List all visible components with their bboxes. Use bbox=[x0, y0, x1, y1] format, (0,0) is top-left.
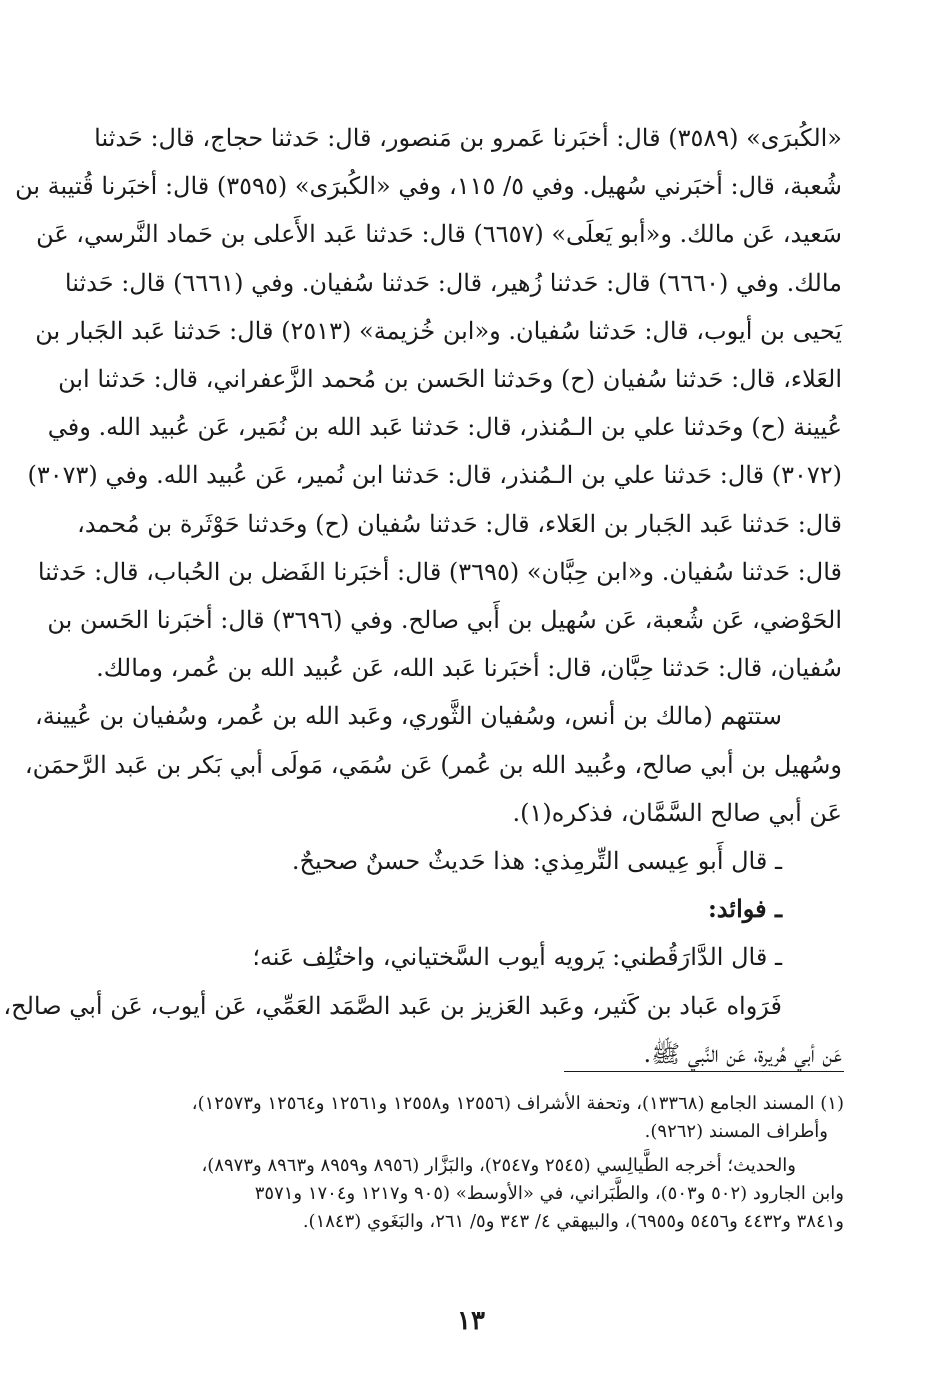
daraqutni-line: ـ قال الدَّارَقُطني: يَرويه أيوب السَّختياني، واختُلِف عَنه؛ bbox=[252, 943, 782, 972]
main-text bbox=[3, 114, 842, 1078]
footnote-line: (١) المسند الجامع (١٣٣٦٨)، وتحفة الأشراف (١٢٥٥٦ و١٢٥٥٨ و١٢٥٦١ و١٢٥٦٤ و١٢٥٧٣)، bbox=[191, 1093, 844, 1114]
page-number: ١٣ bbox=[457, 1306, 485, 1336]
footnote-para-line: و٣٨٤١ و٤٤٣٢ و٥٤٥٦ و٦٩٥٥)، والبيهقي ٤/ ٣٤٣ و٥/ ٢٦١، والبَغَوي (١٨٤٣). bbox=[302, 1211, 844, 1232]
fawaid-heading-text: ـ فوائد: bbox=[707, 894, 782, 924]
body-line: العَلاء، قال: حَدثنا سُفيان (ح) وحَدثنا الحَسن بن مُحمد الزَّعفراني، قال: حَدثنا ابن bbox=[58, 365, 842, 394]
narration-line: فَرَواه عَباد بن كَثير، وعَبد العَزيز بن عَبد الصَّمَد العَمِّي، عَن أيوب، عَن أبي صالح، bbox=[3, 991, 782, 1020]
footnote-line: وأطراف المسند (٩٢٦٢). bbox=[644, 1121, 828, 1142]
body-line: يَحيى بن أيوب، قال: حَدثنا سُفيان. و«ابن خُزيمة» (٢٥١٣) قال: حَدثنا عَبد الجَبار بن bbox=[35, 316, 842, 345]
para2-line: ستتهم (مالك بن أنس، وسُفيان الثَّوري، وعَبد الله بن عُمر، وسُفيان بن عُيينة، bbox=[35, 702, 782, 731]
body-line: مالك. وفي (٦٦٦٠) قال: حَدثنا زُهير، قال: حَدثنا سُفيان. وفي (٦٦٦١) قال: حَدثنا bbox=[64, 268, 842, 297]
body-line: عُيينة (ح) وحَدثنا علي بن الـمُنذر، قال: حَدثنا عَبد الله بن نُمَير، عَن عُبيد الله. وفي bbox=[47, 413, 842, 442]
body-line: الحَوْضي، عَن شُعبة، عَن سُهيل بن أَبي صالح. وفي (٣٦٩٦) قال: أخبَرنا الحَسن بن bbox=[47, 606, 842, 635]
fawaid-heading bbox=[106, 885, 842, 933]
tirmidhi-line: ـ قال أَبو عِيسى التِّرمِذي: هذا حَديثٌ حسنٌ صحيحٌ. bbox=[291, 847, 782, 876]
body-line: «الكُبرَى» (٣٥٨٩) قال: أخبَرنا عَمرو بن مَنصور، قال: حَدثنا حجاج، قال: حَدثنا bbox=[94, 124, 842, 152]
body-line: سُفيان، قال: حَدثنا حِبَّان، قال: أخبَرنا عَبد الله، عَن عُبيد الله بن عُمر، ومالك. bbox=[96, 654, 842, 683]
footnotes bbox=[104, 1090, 844, 1236]
para2-line: عَن أبي صالح السَّمَّان، فذكره(١). bbox=[512, 798, 842, 827]
footnote-separator bbox=[564, 1071, 844, 1072]
body-line: قال: حَدثنا عَبد الجَبار بن العَلاء، قال: حَدثنا سُفيان (ح) وحَدثنا حَوْثَرة بن مُحمد، bbox=[77, 509, 842, 538]
body-line: شُعبة، قال: أخبَرني سُهيل. وفي ٥/ ١١٥، وفي «الكُبرَى» (٣٥٩٥) قال: أخبَرنا قُتيبة بن bbox=[15, 172, 842, 201]
footnote-para-line: والحديث؛ أخرجه الطَّيالِسي (٢٥٤٥ و٢٥٤٧)، والبَزَّار (٨٩٥٦ و٨٩٥٩ و٨٩٦٣ و٨٩٧٣)، bbox=[201, 1155, 796, 1176]
body-line: (٣٠٧٢) قال: حَدثنا علي بن الـمُنذر، قال: حَدثنا ابن نُمير، عَن عُبيد الله. وفي (٣٠٧٣) bbox=[27, 461, 842, 490]
body-line: قال: حَدثنا سُفيان. و«ابن حِبَّان» (٣٦٩٥) قال: أخبَرنا الفَضل بن الحُباب، قال: حَدثنا bbox=[37, 557, 842, 586]
footnote-para-line: وابن الجارود (٥٠٢ و٥٠٣)، والطَّبَراني، في «الأوسط» (٩٠٥ و١٢١٧ و١٧٠٤ و٣٥٧١ bbox=[254, 1183, 844, 1204]
para2-line: وسُهيل بن أبي صالح، وعُبيد الله بن عُمر) عَن سُمَي، مَولَى أبي بَكر بن عَبد الرَّحمَن، bbox=[24, 750, 842, 779]
narration-line: عَن أبي هُريرة، عَن النَّبي ﷺ. bbox=[643, 1039, 842, 1068]
body-line: سَعيد، عَن مالك. و«أبو يَعلَى» (٦٦٥٧) قال: حَدثنا عَبد الأَعلى بن حَماد النَّرسي، عَن bbox=[36, 220, 842, 249]
